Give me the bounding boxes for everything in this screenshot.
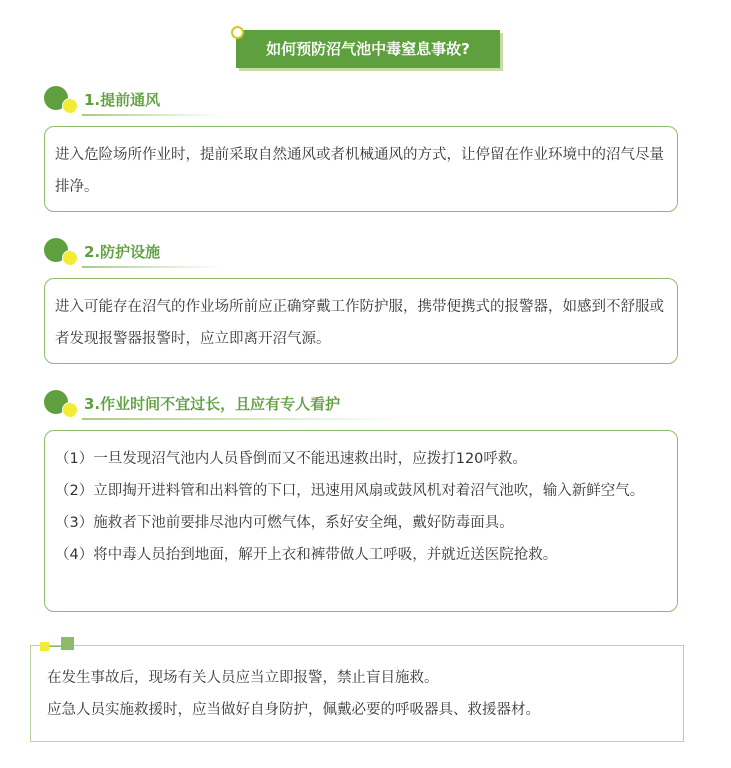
paragraph: 进入危险场所作业时，提前采取自然通风或者机械通风的方式，让停留在作业环境中的沼气尽量排净。 <box>55 147 664 195</box>
list-item: （1）一旦发现沼气池内人员昏倒而又不能迅速救出时，应拨打120呼救。 <box>55 451 527 467</box>
title-banner <box>236 30 500 68</box>
circle-icon <box>231 26 244 39</box>
section-heading-text: 2.防护设施 <box>84 243 161 261</box>
footer-line: 在发生事故后，现场有关人员应当立即报警，禁止盲目施救。 <box>47 670 439 686</box>
section-box-3 <box>44 430 678 612</box>
page-title: 如何预防沼气池中毒窒息事故? <box>236 30 500 68</box>
yellow-square-icon <box>40 642 49 651</box>
green-square-icon <box>61 637 74 650</box>
section-box-1 <box>44 126 678 212</box>
yellow-circle-icon <box>62 250 78 266</box>
heading-underline <box>82 418 402 420</box>
footer-note <box>30 636 686 744</box>
list-item: （4）将中毒人员抬到地面，解开上衣和裤带做人工呼吸，并就近送医院抢救。 <box>55 547 558 563</box>
heading-underline <box>82 266 222 268</box>
yellow-circle-icon <box>62 402 78 418</box>
section-heading-text: 3.作业时间不宜过长，且应有专人看护 <box>84 395 341 413</box>
paragraph: 进入可能存在沼气的作业场所前应正确穿戴工作防护服，携带便携式的报警器，如感到不舒服或者发现报警器报警时，应立即离开沼气源。 <box>55 299 664 347</box>
section-box-2 <box>44 278 678 364</box>
footer-line: 应急人员实施救援时，应当做好自身防护，佩戴必要的呼吸器具、救援器材。 <box>47 702 540 718</box>
footer-box <box>30 645 684 742</box>
list-item: （3）施救者下池前要排尽池内可燃气体，系好安全绳，戴好防毒面具。 <box>55 515 514 531</box>
section-heading-text: 1.提前通风 <box>84 91 161 109</box>
yellow-circle-icon <box>62 98 78 114</box>
list-item: （2）立即掏开进料管和出料管的下口，迅速用风扇或鼓风机对着沼气池吹，输入新鲜空气。 <box>55 483 645 499</box>
divider <box>49 646 61 647</box>
heading-underline <box>82 114 222 116</box>
